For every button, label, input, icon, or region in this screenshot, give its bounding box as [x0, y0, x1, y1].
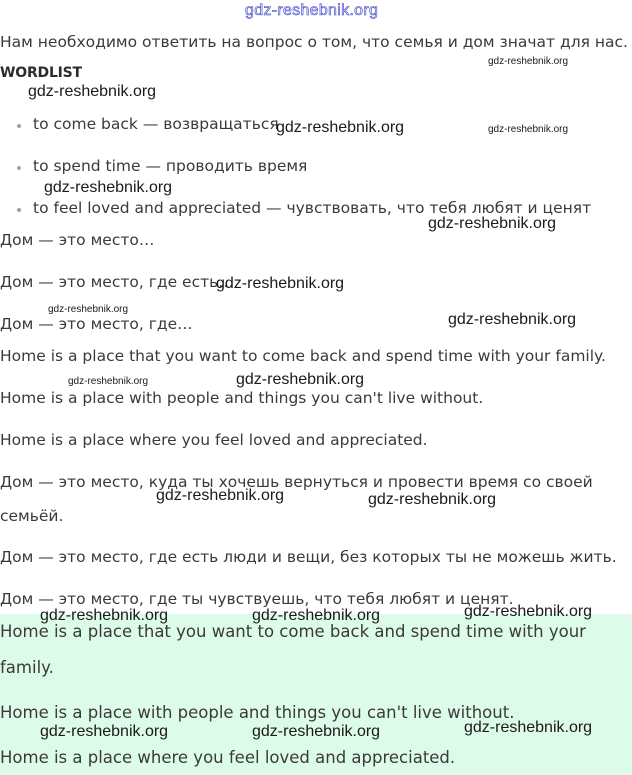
russian-translation: Дом — это место, где ты чувствуешь, что тебя любят и ценят. — [0, 590, 514, 608]
watermark: gdz-reshebnik.org — [216, 275, 345, 292]
watermark: gdz-reshebnik.org — [368, 491, 497, 508]
watermark: gdz-reshebnik.org — [488, 56, 569, 67]
wordlist-heading: WORDLIST — [0, 65, 82, 81]
watermark: gdz-reshebnik.org — [28, 83, 157, 100]
watermark: gdz-reshebnik.org — [252, 607, 381, 624]
watermark-top: gdz-reshebnik.org — [245, 2, 379, 19]
wordlist-item: to come back — возвращаться — [33, 115, 279, 133]
watermark: gdz-reshebnik.org — [48, 304, 129, 315]
english-sentence: Home is a place where you feel loved and appreciated. — [0, 431, 428, 449]
english-sentence: Home is a place that you want to come back and spend time with your family. — [0, 347, 606, 365]
russian-translation: Дом — это место, куда ты хочешь вернуться и провести время со своей — [0, 473, 593, 491]
intro-text: Нам необходимо ответить на вопрос о том, что семья и дом значат для нас. — [0, 33, 628, 51]
answer-line: Home is a place where you feel loved and appreciated. — [0, 748, 456, 767]
watermark: gdz-reshebnik.org — [68, 376, 149, 387]
prompt-line: Дом — это место, где есть… — [0, 273, 234, 291]
russian-translation: семьёй. — [0, 507, 64, 525]
watermark: gdz-reshebnik.org — [40, 607, 169, 624]
russian-translation: Дом — это место, где есть люди и вещи, без которых ты не можешь жить. — [0, 548, 617, 566]
watermark: gdz-reshebnik.org — [464, 719, 593, 736]
answer-line: family. — [0, 658, 54, 677]
watermark: gdz-reshebnik.org — [44, 179, 173, 196]
watermark: gdz-reshebnik.org — [276, 119, 405, 136]
answer-line: Home is a place with people and things you can't live without. — [0, 703, 515, 722]
watermark: gdz-reshebnik.org — [488, 124, 569, 135]
watermark: gdz-reshebnik.org — [428, 215, 557, 232]
watermark: gdz-reshebnik.org — [156, 487, 285, 504]
watermark: gdz-reshebnik.org — [40, 723, 169, 740]
watermark: gdz-reshebnik.org — [464, 603, 593, 620]
wordlist-item: to spend time — проводить время — [33, 157, 308, 175]
prompt-line: Дом — это место… — [0, 231, 155, 249]
wordlist-item: to feel loved and appreciated — чувствовать, что тебя любят и ценят — [33, 199, 592, 217]
prompt-line: Дом — это место, где… — [0, 315, 193, 333]
answer-line: Home is a place that you want to come back and spend time with your — [0, 622, 586, 641]
watermark: gdz-reshebnik.org — [252, 723, 381, 740]
watermark: gdz-reshebnik.org — [448, 311, 577, 328]
watermark: gdz-reshebnik.org — [236, 371, 365, 388]
bullet-icon — [17, 208, 21, 212]
bullet-icon — [17, 124, 21, 128]
bullet-icon — [17, 166, 21, 170]
english-sentence: Home is a place with people and things you can't live without. — [0, 389, 484, 407]
